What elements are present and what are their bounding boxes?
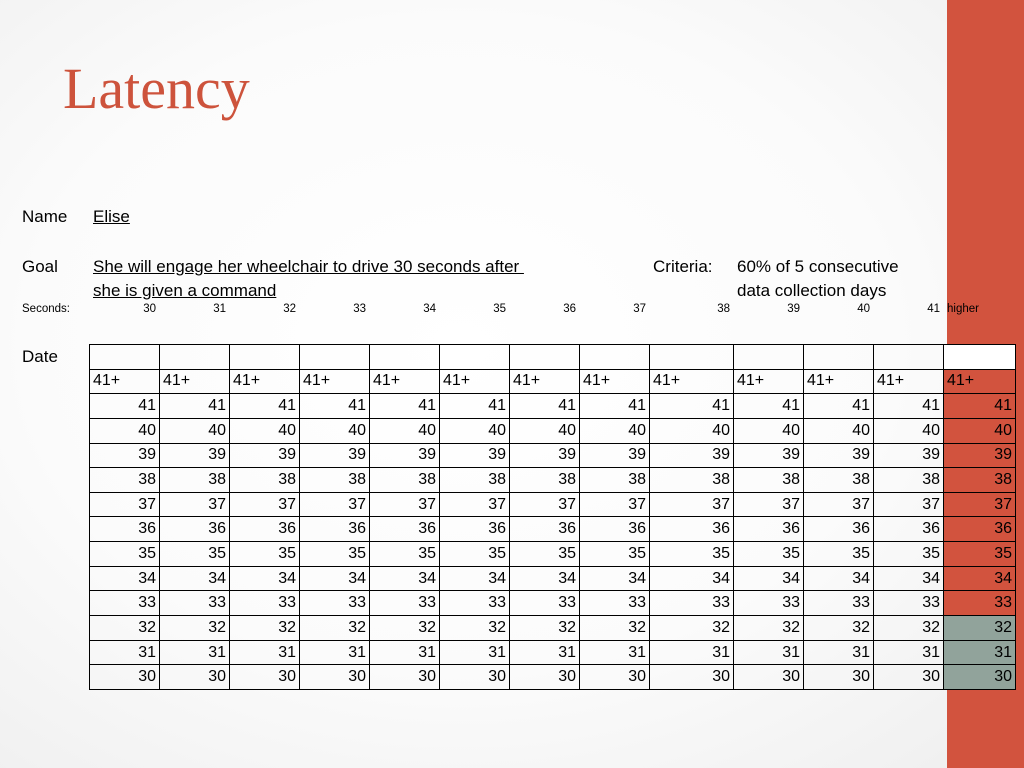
grid-cell[interactable]: 40	[370, 418, 440, 443]
grid-cell[interactable]: 35	[734, 542, 804, 567]
grid-cell[interactable]: 41	[300, 394, 370, 419]
table-row	[90, 394, 1016, 419]
grid-cell[interactable]: 41	[944, 394, 1016, 419]
grid-cell[interactable]: 35	[580, 542, 650, 567]
grid-cell[interactable]: 34	[804, 566, 874, 591]
seconds-tick: 38	[717, 303, 730, 315]
grid-cell[interactable]: 35	[650, 542, 734, 567]
seconds-higher-label: higher	[947, 303, 979, 315]
grid-cell[interactable]: 36	[90, 517, 160, 542]
seconds-tick: 35	[493, 303, 506, 315]
grid-cell[interactable]: 40	[804, 418, 874, 443]
grid-cell[interactable]: 39	[90, 443, 160, 468]
grid-cell[interactable]: 39	[160, 443, 230, 468]
grid-cell[interactable]: 36	[510, 517, 580, 542]
grid-cell[interactable]: 38	[440, 468, 510, 493]
grid-cell[interactable]: 37	[944, 492, 1016, 517]
grid-cell[interactable]: 35	[160, 542, 230, 567]
grid-cell[interactable]: 30	[370, 665, 440, 690]
grid-cell[interactable]: 40	[650, 418, 734, 443]
grid-cell[interactable]: 36	[944, 517, 1016, 542]
grid-cell[interactable]: 37	[370, 492, 440, 517]
table-row	[90, 418, 1016, 443]
grid-cell[interactable]: 38	[944, 468, 1016, 493]
table-row	[90, 517, 1016, 542]
grid-cell[interactable]: 35	[90, 542, 160, 567]
grid-cell[interactable]: 40	[230, 418, 300, 443]
seconds-tick: 39	[787, 303, 800, 315]
grid-cell[interactable]: 41	[804, 394, 874, 419]
date-row	[90, 345, 1016, 370]
grid-cell[interactable]: 36	[580, 517, 650, 542]
grid-cell[interactable]: 36	[804, 517, 874, 542]
grid-cell[interactable]: 34	[300, 566, 370, 591]
grid-cell[interactable]: 32	[370, 616, 440, 641]
date-cell[interactable]	[440, 345, 510, 370]
grid-cell[interactable]: 32	[944, 616, 1016, 641]
date-cell[interactable]	[734, 345, 804, 370]
date-cell[interactable]	[580, 345, 650, 370]
grid-cell[interactable]: 40	[874, 418, 944, 443]
grid-cell[interactable]: 31	[874, 640, 944, 665]
grid-cell[interactable]: 35	[300, 542, 370, 567]
grid-cell[interactable]: 30	[650, 665, 734, 690]
grid-cell[interactable]: 41+	[580, 369, 650, 394]
name-label: Name	[22, 207, 68, 226]
grid-cell[interactable]: 32	[440, 616, 510, 641]
date-cell[interactable]	[90, 345, 160, 370]
grid-cell[interactable]: 32	[874, 616, 944, 641]
date-cell[interactable]	[230, 345, 300, 370]
grid-cell[interactable]: 30	[944, 665, 1016, 690]
grid-cell[interactable]: 31	[230, 640, 300, 665]
grid-cell[interactable]: 39	[874, 443, 944, 468]
grid-cell[interactable]: 30	[90, 665, 160, 690]
grid-cell[interactable]: 41+	[160, 369, 230, 394]
grid-cell[interactable]: 33	[650, 591, 734, 616]
grid-cell[interactable]: 39	[440, 443, 510, 468]
grid-cell[interactable]: 38	[874, 468, 944, 493]
goal-line-1: She will engage her wheelchair to drive 30 seconds after	[93, 257, 524, 276]
grid-cell[interactable]: 34	[650, 566, 734, 591]
grid-cell[interactable]: 32	[90, 616, 160, 641]
grid-cell[interactable]: 37	[230, 492, 300, 517]
grid-cell[interactable]: 39	[944, 443, 1016, 468]
table-row	[90, 468, 1016, 493]
grid-cell[interactable]: 38	[90, 468, 160, 493]
grid-cell[interactable]: 33	[944, 591, 1016, 616]
grid-cell[interactable]: 36	[230, 517, 300, 542]
seconds-tick: 41	[927, 303, 940, 315]
grid-cell[interactable]: 30	[734, 665, 804, 690]
grid-cell[interactable]: 39	[300, 443, 370, 468]
date-cell[interactable]	[510, 345, 580, 370]
grid-cell[interactable]: 35	[440, 542, 510, 567]
grid-cell[interactable]: 41	[230, 394, 300, 419]
grid-cell[interactable]: 31	[510, 640, 580, 665]
grid-cell[interactable]: 38	[230, 468, 300, 493]
date-cell[interactable]	[300, 345, 370, 370]
grid-cell[interactable]: 34	[90, 566, 160, 591]
table-row	[90, 369, 1016, 394]
grid-cell[interactable]: 33	[90, 591, 160, 616]
date-cell[interactable]	[874, 345, 944, 370]
seconds-tick: 32	[283, 303, 296, 315]
grid-cell[interactable]: 32	[300, 616, 370, 641]
grid-cell[interactable]: 34	[440, 566, 510, 591]
grid-cell[interactable]: 39	[230, 443, 300, 468]
date-cell[interactable]	[370, 345, 440, 370]
grid-cell[interactable]: 33	[230, 591, 300, 616]
grid-cell[interactable]: 31	[300, 640, 370, 665]
seconds-tick: 33	[353, 303, 366, 315]
grid-cell[interactable]: 41	[440, 394, 510, 419]
table-row	[90, 542, 1016, 567]
grid-cell[interactable]: 41	[580, 394, 650, 419]
seconds-tick: 31	[213, 303, 226, 315]
grid-cell[interactable]: 33	[510, 591, 580, 616]
grid-cell[interactable]: 39	[580, 443, 650, 468]
grid-cell[interactable]: 37	[510, 492, 580, 517]
grid-cell[interactable]: 34	[160, 566, 230, 591]
grid-cell[interactable]: 38	[804, 468, 874, 493]
grid-cell[interactable]: 30	[580, 665, 650, 690]
date-label: Date	[22, 347, 58, 366]
grid-cell[interactable]: 38	[160, 468, 230, 493]
grid-cell[interactable]: 32	[510, 616, 580, 641]
grid-cell[interactable]: 30	[160, 665, 230, 690]
grid-cell[interactable]: 31	[440, 640, 510, 665]
grid-cell[interactable]: 32	[734, 616, 804, 641]
grid-cell[interactable]: 36	[160, 517, 230, 542]
grid-cell[interactable]: 39	[650, 443, 734, 468]
grid-cell[interactable]: 30	[510, 665, 580, 690]
grid-cell[interactable]: 33	[734, 591, 804, 616]
grid-cell[interactable]: 41+	[90, 369, 160, 394]
grid-cell[interactable]: 36	[370, 517, 440, 542]
grid-cell[interactable]: 30	[874, 665, 944, 690]
latency-grid	[89, 344, 1016, 690]
seconds-tick: 37	[633, 303, 646, 315]
grid-cell[interactable]: 37	[440, 492, 510, 517]
grid-cell[interactable]: 41	[370, 394, 440, 419]
grid-cell[interactable]: 36	[300, 517, 370, 542]
grid-cell[interactable]: 35	[370, 542, 440, 567]
name-value: Elise	[93, 207, 130, 226]
grid-cell[interactable]: 33	[440, 591, 510, 616]
grid-cell[interactable]: 30	[804, 665, 874, 690]
grid-cell[interactable]: 37	[300, 492, 370, 517]
goal-line-2: she is given a command	[93, 281, 277, 300]
grid-cell[interactable]: 36	[734, 517, 804, 542]
grid-cell[interactable]: 39	[370, 443, 440, 468]
grid-cell[interactable]: 41+	[510, 369, 580, 394]
grid-cell[interactable]: 35	[874, 542, 944, 567]
seconds-tick: 40	[857, 303, 870, 315]
grid-cell[interactable]: 31	[370, 640, 440, 665]
grid-cell[interactable]: 34	[580, 566, 650, 591]
grid-cell[interactable]: 40	[944, 418, 1016, 443]
goal-label: Goal	[22, 257, 58, 276]
grid-cell[interactable]: 30	[300, 665, 370, 690]
grid-cell[interactable]: 41+	[734, 369, 804, 394]
grid-cell[interactable]: 32	[160, 616, 230, 641]
grid-cell[interactable]: 33	[804, 591, 874, 616]
grid-cell[interactable]: 35	[230, 542, 300, 567]
grid-cell[interactable]: 37	[874, 492, 944, 517]
grid-cell[interactable]: 31	[160, 640, 230, 665]
grid-cell[interactable]: 41+	[804, 369, 874, 394]
grid-cell[interactable]: 34	[510, 566, 580, 591]
grid-cell[interactable]: 34	[734, 566, 804, 591]
grid-cell[interactable]: 38	[650, 468, 734, 493]
grid-cell[interactable]: 37	[580, 492, 650, 517]
grid-cell[interactable]: 35	[944, 542, 1016, 567]
grid-cell[interactable]: 33	[580, 591, 650, 616]
grid-cell[interactable]: 37	[804, 492, 874, 517]
grid-cell[interactable]: 31	[804, 640, 874, 665]
grid-cell[interactable]: 39	[734, 443, 804, 468]
grid-cell[interactable]: 32	[580, 616, 650, 641]
grid-cell[interactable]: 40	[90, 418, 160, 443]
grid-cell[interactable]: 40	[580, 418, 650, 443]
grid-cell[interactable]: 32	[650, 616, 734, 641]
grid-cell[interactable]: 37	[90, 492, 160, 517]
grid-cell[interactable]: 41	[90, 394, 160, 419]
seconds-tick: 36	[563, 303, 576, 315]
grid-cell[interactable]: 30	[440, 665, 510, 690]
table-row	[90, 591, 1016, 616]
seconds-tick: 30	[143, 303, 156, 315]
table-row	[90, 566, 1016, 591]
slide-title: Latency	[63, 56, 250, 121]
table-row	[90, 492, 1016, 517]
table-row	[90, 640, 1016, 665]
grid-cell[interactable]: 33	[874, 591, 944, 616]
grid-cell[interactable]: 41+	[370, 369, 440, 394]
grid-cell[interactable]: 40	[440, 418, 510, 443]
grid-cell[interactable]: 36	[650, 517, 734, 542]
grid-cell[interactable]: 37	[650, 492, 734, 517]
criteria-label: Criteria:	[653, 257, 713, 276]
grid-cell[interactable]: 31	[944, 640, 1016, 665]
criteria-line-2: data collection days	[737, 281, 887, 300]
table-row	[90, 616, 1016, 641]
grid-cell[interactable]: 40	[300, 418, 370, 443]
grid-cell[interactable]: 33	[160, 591, 230, 616]
grid-cell[interactable]: 38	[300, 468, 370, 493]
grid-cell[interactable]: 41+	[650, 369, 734, 394]
grid-cell[interactable]: 40	[510, 418, 580, 443]
grid-cell[interactable]: 41+	[874, 369, 944, 394]
grid-cell[interactable]: 38	[370, 468, 440, 493]
grid-cell[interactable]: 34	[874, 566, 944, 591]
grid-cell[interactable]: 34	[230, 566, 300, 591]
grid-cell[interactable]: 31	[580, 640, 650, 665]
grid-cell[interactable]: 41	[510, 394, 580, 419]
grid-cell[interactable]: 40	[734, 418, 804, 443]
table-row	[90, 443, 1016, 468]
table-row	[90, 665, 1016, 690]
grid-cell[interactable]: 41	[734, 394, 804, 419]
date-cell[interactable]	[160, 345, 230, 370]
date-cell[interactable]	[650, 345, 734, 370]
date-cell[interactable]	[944, 345, 1016, 370]
grid-cell[interactable]: 41+	[944, 369, 1016, 394]
grid-cell[interactable]: 32	[230, 616, 300, 641]
grid-cell[interactable]: 38	[734, 468, 804, 493]
criteria-line-1: 60% of 5 consecutive	[737, 257, 899, 276]
grid-cell[interactable]: 36	[440, 517, 510, 542]
grid-cell[interactable]: 41	[874, 394, 944, 419]
grid-cell[interactable]: 41	[650, 394, 734, 419]
grid-cell[interactable]: 37	[734, 492, 804, 517]
grid-cell[interactable]: 30	[230, 665, 300, 690]
grid-cell[interactable]: 41+	[440, 369, 510, 394]
seconds-label: Seconds:	[22, 303, 70, 315]
grid-cell[interactable]: 31	[734, 640, 804, 665]
grid-cell[interactable]: 40	[160, 418, 230, 443]
grid-cell[interactable]: 41+	[230, 369, 300, 394]
grid-cell[interactable]: 41	[160, 394, 230, 419]
grid-cell[interactable]: 37	[160, 492, 230, 517]
grid-cell[interactable]: 38	[580, 468, 650, 493]
seconds-tick: 34	[423, 303, 436, 315]
grid-cell[interactable]: 31	[650, 640, 734, 665]
grid-cell[interactable]: 34	[944, 566, 1016, 591]
grid-cell[interactable]: 33	[370, 591, 440, 616]
grid-cell[interactable]: 31	[90, 640, 160, 665]
date-cell[interactable]	[804, 345, 874, 370]
grid-cell[interactable]: 35	[804, 542, 874, 567]
grid-cell[interactable]: 36	[874, 517, 944, 542]
grid-cell[interactable]: 39	[510, 443, 580, 468]
grid-cell[interactable]: 39	[804, 443, 874, 468]
grid-cell[interactable]: 38	[510, 468, 580, 493]
grid-cell[interactable]: 33	[300, 591, 370, 616]
grid-cell[interactable]: 35	[510, 542, 580, 567]
grid-cell[interactable]: 41+	[300, 369, 370, 394]
grid-cell[interactable]: 34	[370, 566, 440, 591]
grid-cell[interactable]: 32	[804, 616, 874, 641]
